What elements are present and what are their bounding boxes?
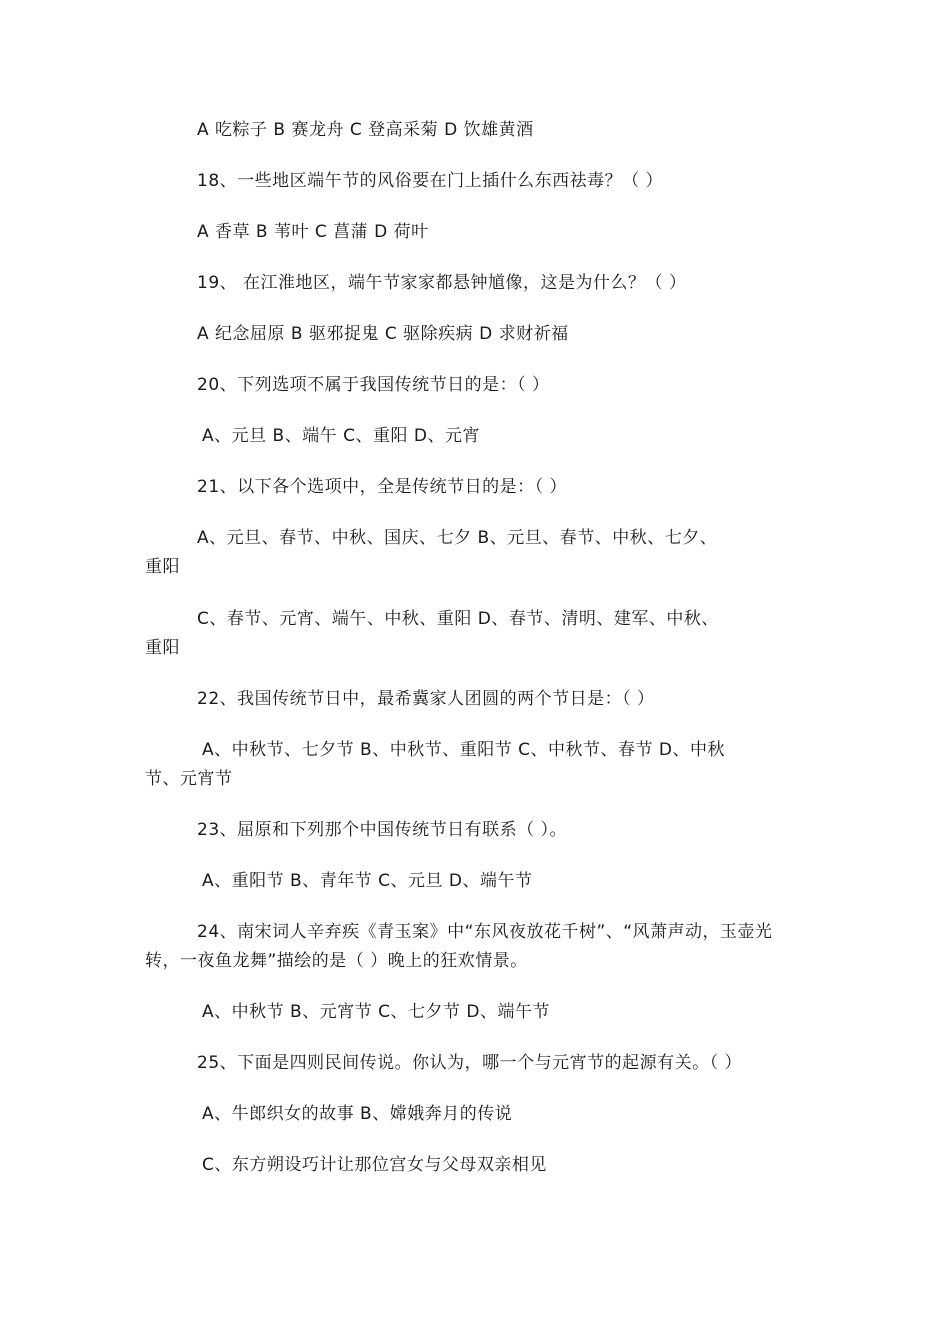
q24-question-line2: 转，一夜鱼龙舞”描绘的是（ ）晚上的狂欢情景。 — [145, 951, 528, 971]
q21-question: 21、以下各个选项中，全是传统节日的是：（ ） — [197, 477, 568, 497]
q23-options: A、重阳节 B、青年节 C、元旦 D、端午节 — [202, 871, 533, 891]
q21-options-line2: 重阳 — [145, 557, 180, 577]
q25-option-c: C、东方朔设巧计让那位宫女与父母双亲相见 — [202, 1155, 547, 1175]
q24-options: A、中秋节 B、元宵节 C、七夕节 D、端午节 — [202, 1002, 550, 1022]
q19-options: A 纪念屈原 B 驱邪捉鬼 C 驱除疾病 D 求财祈福 — [197, 324, 569, 344]
q17-options: A 吃粽子 B 赛龙舟 C 登高采菊 D 饮雄黄酒 — [197, 120, 534, 140]
q19-question: 19、 在江淮地区，端午节家家都悬钟馗像，这是为什么？（ ） — [197, 273, 687, 293]
q21-options-line4: 重阳 — [145, 638, 180, 658]
q23-question: 23、屈原和下列那个中国传统节日有联系（ ）。 — [197, 820, 568, 840]
q20-options: A、元旦 B、端午 C、重阳 D、元宵 — [202, 426, 480, 446]
q22-options-line2: 节、元宵节 — [145, 769, 233, 789]
q24-question-line1: 24、南宋词人辛弃疾《青玉案》中“东风夜放花千树”、“风萧声动，玉壶光 — [197, 922, 773, 942]
q21-options-line1: A、元旦、春节、中秋、国庆、七夕 B、元旦、春节、中秋、七夕、 — [197, 528, 718, 548]
q25-question: 25、下面是四则民间传说。你认为，哪一个与元宵节的起源有关。（ ） — [197, 1053, 743, 1073]
q18-question: 18、一些地区端午节的风俗要在门上插什么东西祛毒？（ ） — [197, 171, 664, 191]
q20-question: 20、下列选项不属于我国传统节日的是：（ ） — [197, 375, 550, 395]
q18-options: A 香草 B 苇叶 C 菖蒲 D 荷叶 — [197, 222, 429, 242]
q21-options-line3: C、春节、元宵、端午、中秋、重阳 D、春节、清明、建军、中秋、 — [197, 609, 719, 629]
q22-question: 22、我国传统节日中，最希冀家人团圆的两个节日是：（ ） — [197, 689, 655, 709]
q22-options-line1: A、中秋节、七夕节 B、中秋节、重阳节 C、中秋节、春节 D、中秋 — [202, 740, 725, 760]
q25-options-ab: A、牛郎织女的故事 B、嫦娥奔月的传说 — [202, 1104, 513, 1124]
